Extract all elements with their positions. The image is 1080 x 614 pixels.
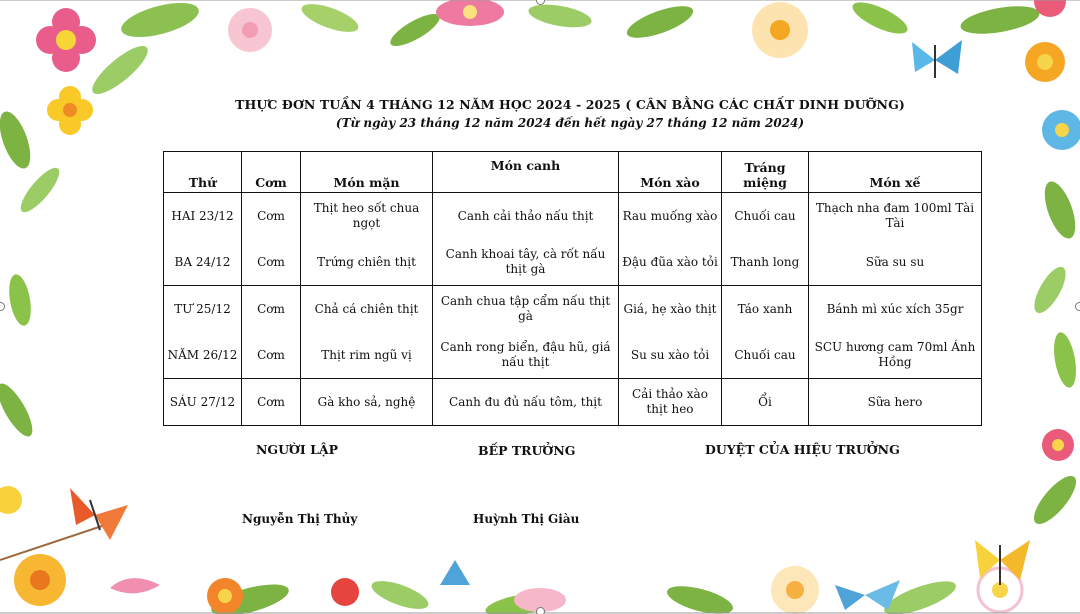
header-soup: Món canh <box>433 152 619 193</box>
table-row <box>164 239 982 286</box>
cell-stir-fry: Đậu đũa xào tỏi <box>619 239 722 286</box>
cell-main-dish: Chả cá chiên thịt <box>301 286 433 333</box>
header-rice: Cơm <box>242 152 301 193</box>
cell-soup: Canh chua tập cẩm nấu thịt gà <box>433 286 619 333</box>
cell-dessert: Thanh long <box>722 239 809 286</box>
header-dessert: Tráng miệng <box>722 152 809 193</box>
cell-afternoon-snack: Bánh mì xúc xích 35gr <box>809 286 982 333</box>
cell-afternoon-snack: SCU hương cam 70ml Ánh Hồng <box>809 332 982 379</box>
cell-stir-fry: Giá, hẹ xào thịt <box>619 286 722 333</box>
header-afternoon-snack: Món xế <box>809 152 982 193</box>
table-row <box>164 193 982 240</box>
chef-name: Huỳnh Thị Giàu <box>473 512 580 526</box>
cell-rice: Cơm <box>242 379 301 426</box>
cell-day: NĂM 26/12 <box>164 332 242 379</box>
cell-soup: Canh đu đủ nấu tôm, thịt <box>433 379 619 426</box>
document-title: THỰC ĐƠN TUẦN 4 THÁNG 12 NĂM HỌC 2024 - 2025 ( CÂN BẰNG CÁC CHẤT DINH DƯỠNG) <box>235 97 905 112</box>
cell-main-dish: Thịt heo sốt chua ngọt <box>301 193 433 240</box>
preparer-title: NGƯỜI LẬP <box>256 442 338 457</box>
cell-soup: Canh rong biển, đậu hũ, giá nấu thịt <box>433 332 619 379</box>
cell-stir-fry: Su su xào tỏi <box>619 332 722 379</box>
cell-rice: Cơm <box>242 332 301 379</box>
header-day: Thứ <box>164 152 242 193</box>
table-header-row <box>164 152 982 193</box>
table-row <box>164 379 982 426</box>
cell-day: HAI 23/12 <box>164 193 242 240</box>
cell-stir-fry: Rau muống xào <box>619 193 722 240</box>
cell-dessert: Chuối cau <box>722 332 809 379</box>
table-row <box>164 332 982 379</box>
header-stir-fry: Món xào <box>619 152 722 193</box>
chef-title: BẾP TRƯỞNG <box>478 443 576 458</box>
cell-dessert: Táo xanh <box>722 286 809 333</box>
table-row <box>164 286 982 333</box>
weekly-menu-table <box>163 151 982 426</box>
cell-soup: Canh cải thảo nấu thịt <box>433 193 619 240</box>
cell-rice: Cơm <box>242 193 301 240</box>
cell-main-dish: Trứng chiên thịt <box>301 239 433 286</box>
cell-rice: Cơm <box>242 239 301 286</box>
cell-main-dish: Thịt rim ngũ vị <box>301 332 433 379</box>
cell-dessert: Chuối cau <box>722 193 809 240</box>
cell-rice: Cơm <box>242 286 301 333</box>
cell-soup: Canh khoai tây, cà rốt nấu thịt gà <box>433 239 619 286</box>
cell-day: BA 24/12 <box>164 239 242 286</box>
preparer-name: Nguyễn Thị Thủy <box>242 512 358 526</box>
cell-dessert: Ổi <box>722 379 809 426</box>
cell-afternoon-snack: Thạch nha đam 100ml Tài Tài <box>809 193 982 240</box>
principal-approval-title: DUYỆT CỦA HIỆU TRƯỞNG <box>705 442 900 457</box>
cell-afternoon-snack: Sữa su su <box>809 239 982 286</box>
cell-main-dish: Gà kho sả, nghệ <box>301 379 433 426</box>
cell-day: SÁU 27/12 <box>164 379 242 426</box>
header-main-dish: Món mặn <box>301 152 433 193</box>
cell-afternoon-snack: Sữa hero <box>809 379 982 426</box>
document-date-range: (Từ ngày 23 tháng 12 năm 2024 đến hết ngày 27 tháng 12 năm 2024) <box>335 116 805 130</box>
cell-day: TƯ 25/12 <box>164 286 242 333</box>
cell-stir-fry: Cải thảo xào thịt heo <box>619 379 722 426</box>
